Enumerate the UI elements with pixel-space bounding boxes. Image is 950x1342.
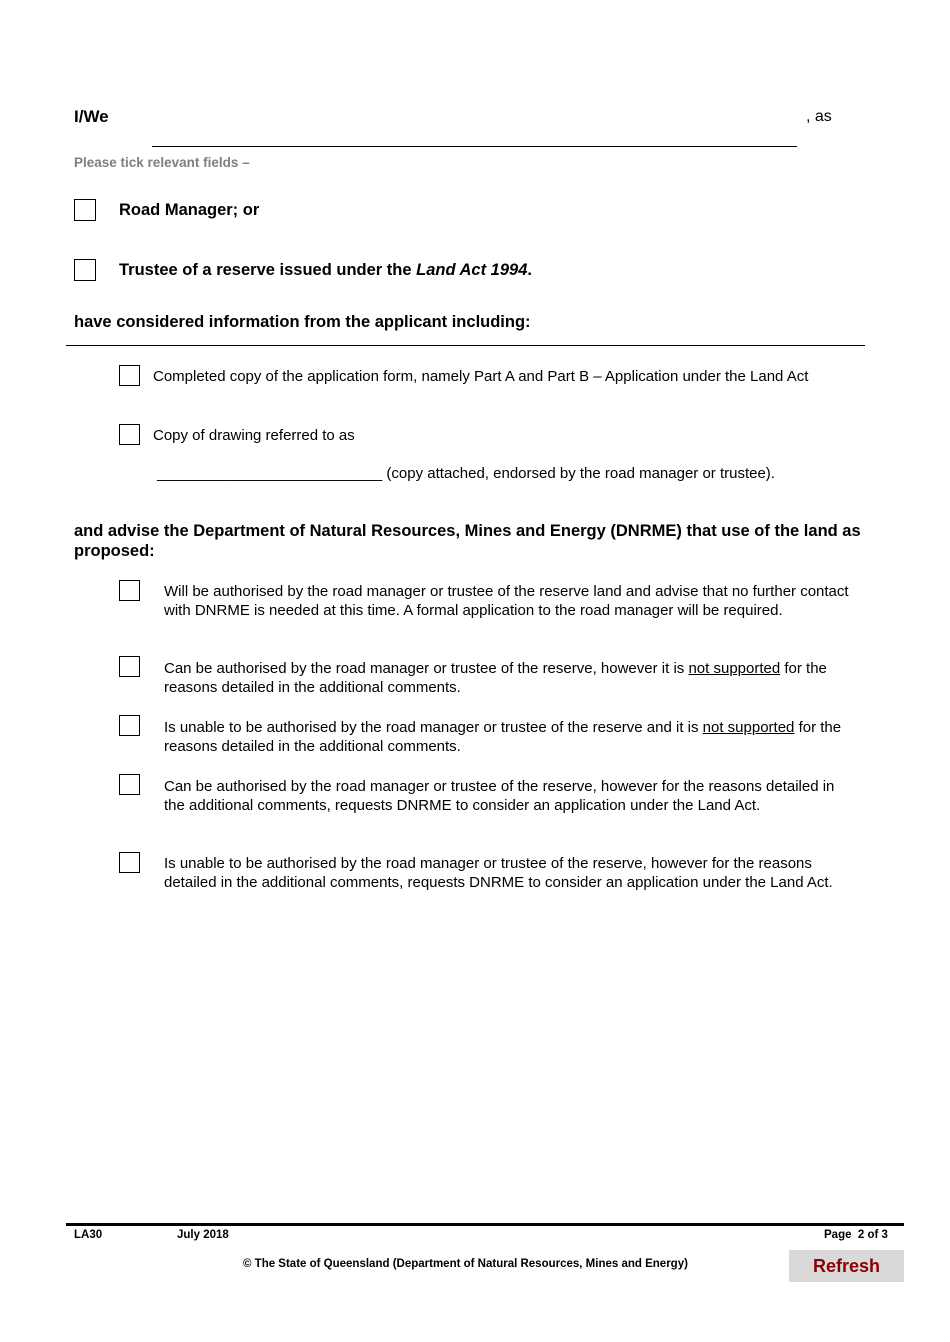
option-2-text [164,660,854,697]
footer-rule [66,1223,904,1226]
trustee-label [119,261,532,280]
trustee-checkbox[interactable] [74,259,96,281]
option-3-text [164,719,854,756]
option-3-not-supported: not supported [702,719,795,736]
option-4-text: Can be authorised by the road manager or trustee of the reserve, however for the reasons detailed in the additional comments, requests DNRME to consider an application under the Land Act. [164,778,835,814]
form-code: LA30 [74,1229,103,1241]
drawing-copy-label: Copy of drawing referred to as [153,427,355,444]
option-3-text-suffix: for the reasons detailed in the additional comments. [164,719,842,755]
drawing-reference-suffix: (copy attached, endorsed by the road manager or trustee). [382,465,775,482]
tick-hint: Please tick relevant fields – [74,155,250,170]
road-manager-label: Road Manager; or [119,201,260,219]
option-3-checkbox[interactable] [119,715,140,736]
option-1-checkbox[interactable] [119,580,140,601]
road-manager-checkbox[interactable] [74,199,96,221]
option-2-text-prefix: Can be authorised by the road manager or trustee of the reserve, however it is [164,660,689,677]
page-number: Page 2 of 3 [824,1229,888,1241]
land-act-title: Land Act 1994 [416,261,528,279]
option-4-checkbox[interactable] [119,774,140,795]
drawing-copy-checkbox[interactable] [119,424,140,445]
completed-copy-label: Completed copy of the application form, namely Part A and Part B – Application under the Land Act [153,368,809,385]
section-divider [66,345,865,346]
option-2-text-suffix: for the reasons detailed in the additional comments. [164,660,827,696]
trustee-label-prefix: Trustee of a reserve issued under the [119,261,417,279]
form-date: July 2018 [177,1229,229,1241]
name-input-line[interactable] [152,146,797,147]
completed-copy-checkbox[interactable] [119,365,140,386]
option-2-checkbox[interactable] [119,656,140,677]
drawing-reference-blank[interactable]: ___________________________ [157,465,383,482]
option-5-text: Is unable to be authorised by the road manager or trustee of the reserve, however for the reasons detailed in the additional comments, requests DNRME to consider an application under the Land Act. [164,855,833,891]
option-2-not-supported: not supported [688,660,781,677]
advise-heading: and advise the Department of Natural Resources, Mines and Energy (DNRME) that use of the land as proposed: [74,522,861,560]
option-5-checkbox[interactable] [119,852,140,873]
option-1-text: Will be authorised by the road manager or trustee of the reserve land and advise that no further contact with DNRME is needed at this time. A formal application to the road manager will be required. [164,583,849,619]
as-label: , as [806,108,832,125]
option-3-text-prefix: Is unable to be authorised by the road manager or trustee of the reserve and it is [164,719,703,736]
trustee-label-suffix: . [527,261,532,279]
refresh-button[interactable]: Refresh [789,1250,904,1282]
considered-heading: have considered information from the applicant including: [74,313,531,331]
copyright-notice: © The State of Queensland (Department of Natural Resources, Mines and Energy) [243,1258,688,1270]
i-we-label: I/We [74,107,109,126]
drawing-reference [157,465,775,482]
